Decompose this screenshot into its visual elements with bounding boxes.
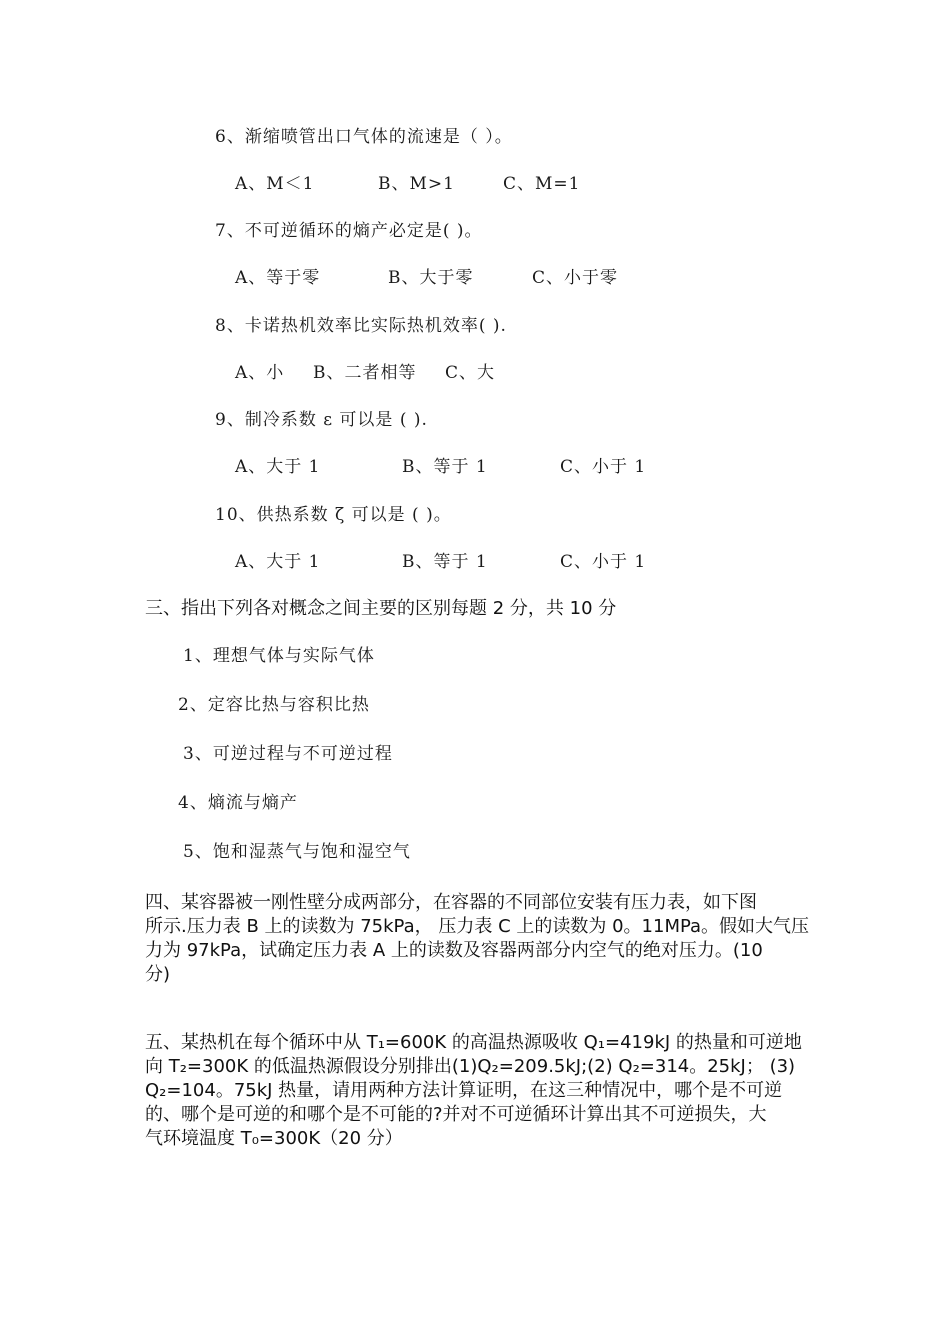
section-5-line-1: 五、某热机在每个循环中从 T₁=600K 的高温热源吸收 Q₁=419kJ 的热量和可逆地: [145, 1032, 802, 1053]
question-6-option-c: C、M=1: [503, 174, 581, 194]
question-8-option-b: B、二者相等: [313, 363, 417, 383]
question-7-option-a: A、等于零: [235, 268, 321, 288]
question-7-stem: 7、不可逆循环的熵产必定是( )。: [215, 221, 483, 241]
section-5-line-4: 的、哪个是可逆的和哪个是不可能的?并对不可逆循环计算出其不可逆损失，大: [145, 1104, 767, 1125]
section-4-line-4: 分): [145, 964, 171, 985]
question-10-option-c: C、小于 1: [560, 552, 647, 572]
section-3-item-5: 5、饱和湿蒸气与饱和湿空气: [183, 842, 411, 862]
question-7-option-c: C、小于零: [532, 268, 619, 288]
section-3-item-4: 4、熵流与熵产: [178, 793, 298, 813]
section-4-line-2: 所示.压力表 B 上的读数为 75kPa， 压力表 C 上的读数为 0。11MPa。假如大气压: [145, 916, 810, 937]
question-8-option-c: C、大: [445, 363, 496, 383]
section-3-item-3: 3、可逆过程与不可逆过程: [183, 744, 393, 764]
section-5-line-3: Q₂=104。75kJ 热量，请用两种方法计算证明，在这三种情况中，哪个是不可逆: [145, 1080, 783, 1101]
section-5-paragraph: [145, 1031, 810, 1151]
question-10-option-a: A、大于 1: [235, 552, 321, 572]
question-9-option-b: B、等于 1: [402, 457, 488, 477]
section-5-line-2: 向 T₂=300K 的低温热源假设分别排出(1)Q₂=209.5kJ;(2) Q₂=314。25kJ； (3): [145, 1056, 796, 1077]
question-8-option-a: A、小: [235, 363, 285, 383]
question-8-stem: 8、卡诺热机效率比实际热机效率( ).: [215, 316, 507, 336]
section-4-line-3: 力为 97kPa，试确定压力表 A 上的读数及容器两部分内空气的绝对压力。(10: [145, 940, 763, 961]
question-10-option-b: B、等于 1: [402, 552, 488, 572]
question-6-option-b: B、M>1: [378, 174, 455, 194]
question-6-option-a: A、M＜1: [235, 174, 315, 194]
section-3-item-2: 2、定容比热与容积比热: [178, 695, 370, 715]
section-3-title: 三、指出下列各对概念之间主要的区别每题 2 分，共 10 分: [145, 598, 617, 619]
question-6-stem: 6、渐缩喷管出口气体的流速是（ ）。: [215, 127, 513, 147]
section-4-paragraph: [145, 891, 810, 987]
section-3-item-1: 1、理想气体与实际气体: [183, 646, 375, 666]
section-4-line-1: 四、某容器被一刚性壁分成两部分，在容器的不同部位安装有压力表，如下图: [145, 892, 757, 913]
question-7-option-b: B、大于零: [388, 268, 474, 288]
question-10-stem: 10、供热系数 ζ 可以是 ( )。: [215, 505, 452, 525]
question-9-stem: 9、制冷系数 ε 可以是 ( ).: [215, 410, 428, 430]
question-9-option-a: A、大于 1: [235, 457, 321, 477]
section-5-line-5: 气环境温度 T₀=300K（20 分）: [145, 1128, 403, 1149]
question-9-option-c: C、小于 1: [560, 457, 647, 477]
